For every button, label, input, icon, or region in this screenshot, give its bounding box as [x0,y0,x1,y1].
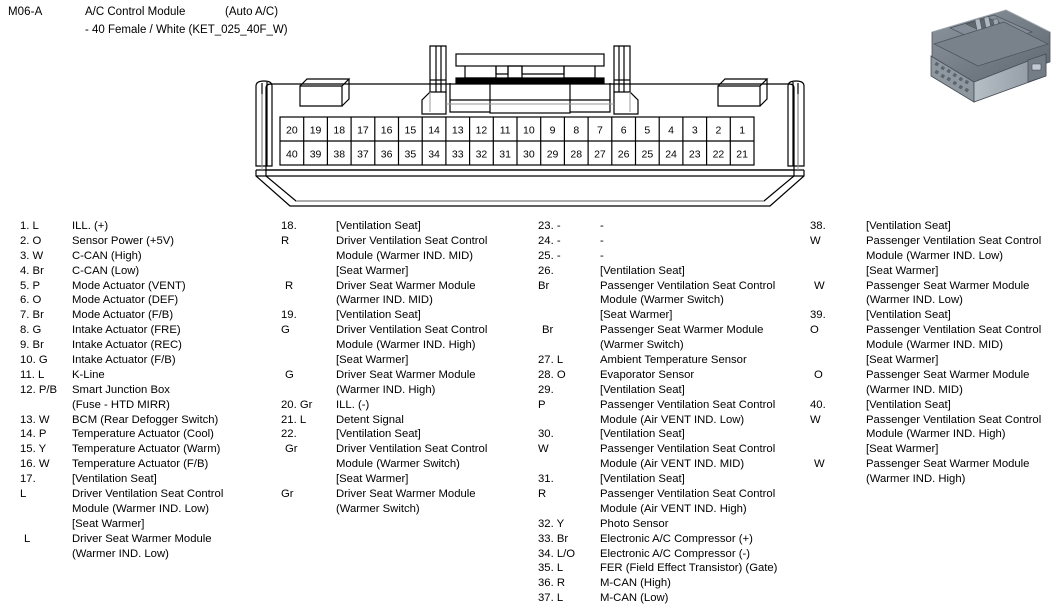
pin-description-label: (Warmer Switch) [336,502,420,515]
pin-description-label: Ambient Temperature Sensor [600,354,747,367]
pin-number-label: 31. [538,473,554,486]
pin-number-label: 34. L/O [538,547,576,560]
pin-description-label: (Warmer IND. Low) [72,547,169,560]
pin-description-label: Module (Warmer IND. High) [336,339,476,352]
pin-number-6: 6 [620,124,627,137]
pin-description-label: C-CAN (Low) [72,264,140,277]
pin-number-label: 39. [810,309,826,322]
pin-description-label: Driver Ventilation Seat Control [336,443,488,456]
pin-description-label: FER (Field Effect Transistor) (Gate) [600,562,778,575]
pin-description-label: M-CAN (High) [600,577,671,590]
pin-row [0,532,278,547]
pin-description-label: [Ventilation Seat] [866,309,951,322]
pin-row [795,353,1057,368]
pin-number-33: 33 [451,148,464,161]
pin-number-label: O [810,324,819,337]
pin-number-label: R [538,488,547,501]
pin-row [530,383,805,398]
pin-number-3: 3 [691,124,698,137]
pin-description-label: [Seat Warmer] [866,443,939,456]
pin-number-14: 14 [428,124,440,137]
pin-row [530,517,805,532]
pin-number-label: 32. Y [538,517,565,530]
connector-diagram-svg [250,44,810,212]
pin-row [270,234,530,249]
pin-number-label: 26. [538,264,554,277]
pin-description-label: Passenger Ventilation Seat Control [600,443,776,456]
pin-row [270,249,530,264]
pin-description-label: [Ventilation Seat] [600,473,685,486]
pin-row [270,413,530,428]
pin-description-label: [Seat Warmer] [72,517,145,530]
pin-description-label: [Seat Warmer] [336,354,409,367]
pin-description-label: Module (Air VENT IND. High) [600,502,747,515]
connector-photo-svg [928,4,1054,108]
pin-row [270,472,530,487]
pin-description-label: Passenger Seat Warmer Module [866,368,1030,381]
pin-description-label: [Ventilation Seat] [866,398,951,411]
pin-description-label: Detent Signal [336,413,404,426]
pin-number-label: 27. L [538,354,564,367]
pin-row [0,547,278,562]
pin-description-label: Driver Ventilation Seat Control [336,324,488,337]
pin-description-label: Smart Junction Box [72,383,170,396]
pin-row [0,427,278,442]
pin-number-label: 7. Br [20,309,44,322]
pin-number-40: 40 [286,148,298,161]
pin-row [270,264,530,279]
pin-row [0,457,278,472]
pin-number-label: 4. Br [20,264,44,277]
pin-description-label: Passenger Ventilation Seat Control [866,234,1042,247]
pin-number-26: 26 [617,148,630,161]
pin-row [795,308,1057,323]
pin-row [530,532,805,547]
pin-number-label: 33. Br [538,532,569,545]
pin-row [530,279,805,294]
pin-number-label: 35. L [538,562,564,575]
module-name: A/C Control Module [85,6,186,18]
pin-row [0,293,278,308]
pin-description-label: K-Line [72,368,105,381]
pin-description-label: [Ventilation Seat] [866,220,951,232]
pin-number-37: 37 [357,148,369,161]
pin-row [0,472,278,487]
pin-row [530,398,805,413]
pin-row [0,308,278,323]
pin-row [530,427,805,442]
pin-description-label: Driver Seat Warmer Module [72,532,212,545]
pin-row [795,398,1057,413]
pin-row [530,413,805,428]
pin-row [0,323,278,338]
pin-number-28: 28 [570,148,583,161]
pin-row [795,442,1057,457]
pin-row [530,234,805,249]
pin-column-2 [270,219,530,616]
pin-description-label: [Ventilation Seat] [600,264,685,277]
pin-number-label: 9. Br [20,339,44,352]
pin-description-label: (Warmer Switch) [600,339,684,352]
pin-number-label: 28. O [538,368,566,381]
pin-number-22: 22 [712,148,725,161]
pin-number-label: 2. O [20,234,42,247]
pin-row [270,487,530,502]
pin-row [0,517,278,532]
pin-row [270,308,530,323]
pin-row [530,308,805,323]
pin-number-label: W [538,443,549,456]
pin-row [795,264,1057,279]
pin-row [795,457,1057,472]
pin-row [0,353,278,368]
connector-description: - 40 Female / White (KET_025_40F_W) [85,24,288,36]
pin-row [795,338,1057,353]
pin-description-label: ILL. (-) [336,398,370,411]
pin-number-19: 19 [309,124,322,137]
pin-number-label: O [814,368,823,381]
pin-number-label: 37. L [538,592,564,605]
pin-number-7: 7 [597,124,603,137]
pin-row [270,353,530,368]
pin-number-label: 8. G [20,324,42,337]
pin-description-label: [Ventilation Seat] [336,220,421,232]
pin-number-20: 20 [286,124,298,137]
pin-description-label: [Ventilation Seat] [336,428,421,441]
pin-description-label: [Seat Warmer] [866,354,939,367]
pin-number-label: 40. [810,398,826,411]
pin-row [0,502,278,517]
pin-row [0,219,278,234]
pin-number-10: 10 [523,124,535,137]
pin-row [530,249,805,264]
pin-description-label: [Ventilation Seat] [600,383,685,396]
pin-row [795,293,1057,308]
pin-row [530,338,805,353]
pin-description-label: M-CAN (Low) [600,592,669,605]
pin-row [795,383,1057,398]
pin-row [0,487,278,502]
pin-number-15: 15 [404,124,417,137]
pin-number-30: 30 [523,148,535,161]
pin-row [270,338,530,353]
pin-description-label: Mode Actuator (VENT) [72,279,186,292]
pin-number-label: W [810,413,821,426]
pin-description-label: Module (Warmer IND. Low) [72,502,210,515]
pin-row [530,487,805,502]
pin-number-label: R [285,279,294,292]
pin-description-label: Temperature Actuator (Cool) [72,428,214,441]
pin-column-4 [795,219,1057,616]
pin-row [270,502,530,517]
pin-number-label: 11. L [20,368,45,381]
pin-number-32: 32 [475,148,488,161]
pin-column-3 [530,219,805,616]
pin-number-1: 1 [739,124,746,137]
pin-number-18: 18 [333,124,346,137]
pin-description-label: Photo Sensor [600,517,669,530]
pin-row [795,323,1057,338]
pin-row [530,264,805,279]
pin-number-12: 12 [475,124,488,137]
pin-number-label: W [814,279,825,292]
pin-row [0,264,278,279]
pin-row [530,502,805,517]
pin-row [0,413,278,428]
pin-description-label: [Ventilation Seat] [72,473,157,486]
pin-number-9: 9 [549,124,556,137]
pin-description-label: (Fuse - HTD MIRR) [72,398,170,411]
pin-description-label: Passenger Ventilation Seat Control [600,488,776,501]
pin-description-label: (Warmer IND. High) [336,383,436,396]
pin-row [530,457,805,472]
pin-row [0,368,278,383]
pin-description-label: Electronic A/C Compressor (-) [600,547,751,560]
pin-number-label: G [285,368,294,381]
pin-description-label: Passenger Ventilation Seat Control [600,398,776,411]
connector-3d-render [928,4,1054,108]
pin-description-label: Module (Warmer IND. MID) [866,339,1004,352]
pin-row [530,561,805,576]
module-variant: (Auto A/C) [225,6,279,18]
pin-number-label: 5. P [20,279,41,292]
pin-number-39: 39 [309,148,322,161]
pin-number-5: 5 [644,124,651,137]
pin-number-label: 22. [281,428,297,441]
pin-row-top [286,125,745,137]
pin-description-label: Mode Actuator (DEF) [72,294,179,307]
pin-description-label: C-CAN (High) [72,249,142,262]
pin-description-label: BCM (Rear Defogger Switch) [72,413,219,426]
pin-description-label: Passenger Seat Warmer Module [866,279,1030,292]
pin-description-label: - [600,234,604,247]
pin-row [795,472,1057,487]
pin-description-label: Module (Warmer IND. Low) [866,249,1004,262]
pin-description-label: [Seat Warmer] [336,264,409,277]
pin-number-label: 12. P/B [20,383,58,396]
pin-description-label: (Warmer IND. MID) [336,294,433,307]
pin-number-label: 16. W [20,458,50,471]
pin-number-24: 24 [665,148,677,161]
pin-number-27: 27 [594,148,606,161]
pin-description-list [0,219,1057,616]
pin-row [0,383,278,398]
pin-description-label: Passenger Ventilation Seat Control [600,279,776,292]
pin-description-label: Temperature Actuator (Warm) [72,443,221,456]
pin-row [0,279,278,294]
pin-number-31: 31 [499,148,511,161]
connector-pinout-diagram [250,44,810,212]
pin-row [795,279,1057,294]
pin-row [270,219,530,234]
pin-description-label: (Warmer IND. MID) [866,383,963,396]
pin-description-label: Intake Actuator (F/B) [72,354,176,367]
pin-row [0,234,278,249]
pin-number-16: 16 [380,124,393,137]
pin-description-label: (Warmer IND. High) [866,473,966,486]
pin-number-label: 20. Gr [281,398,313,411]
pin-description-label: Evaporator Sensor [600,368,695,381]
pin-number-label: 25. - [538,249,561,262]
pin-row [795,413,1057,428]
pin-number-11: 11 [499,124,511,137]
pin-number-34: 34 [428,148,440,161]
pin-description-label: [Seat Warmer] [866,264,939,277]
pin-row [795,368,1057,383]
pin-row [530,576,805,591]
pin-row [795,427,1057,442]
pin-number-17: 17 [357,124,369,137]
pin-number-36: 36 [380,148,393,161]
pin-number-label: W [814,458,825,471]
pin-description-label: [Seat Warmer] [336,473,409,486]
pin-row [530,353,805,368]
pin-number-2: 2 [715,124,722,137]
pin-row [270,293,530,308]
pin-description-label: ILL. (+) [72,220,109,232]
connector-code: M06-A [8,6,43,18]
pin-number-label: W [810,234,821,247]
pin-description-label: Driver Ventilation Seat Control [336,234,488,247]
pin-column-1 [0,219,278,616]
pin-row [530,368,805,383]
pin-row [530,219,805,234]
pin-number-label: L [20,488,27,501]
pin-number-label: 24. - [538,234,561,247]
pin-description-label: Passenger Ventilation Seat Control [866,413,1042,426]
pin-row [530,442,805,457]
pin-description-label: Driver Ventilation Seat Control [72,488,224,501]
pin-description-label: - [600,249,604,262]
document-header [0,0,1057,45]
pin-description-label: Driver Seat Warmer Module [336,368,476,381]
pin-row [795,234,1057,249]
pin-number-label: 18. [281,220,297,232]
pin-number-13: 13 [451,124,464,137]
pin-description-label: Passenger Seat Warmer Module [866,458,1030,471]
pin-number-label: 15. Y [20,443,47,456]
pin-number-8: 8 [573,124,580,137]
pin-number-25: 25 [641,148,654,161]
pin-number-label: 36. R [538,577,566,590]
pin-row [530,323,805,338]
pin-row [270,279,530,294]
pin-number-35: 35 [404,148,417,161]
pin-description-label: [Seat Warmer] [600,309,673,322]
pin-number-label: R [281,234,290,247]
pin-number-38: 38 [333,148,346,161]
pin-number-label: 13. W [20,413,50,426]
pin-row [270,383,530,398]
pin-number-label: 21. L [281,413,307,426]
pin-row [0,398,278,413]
pin-number-label: 6. O [20,294,42,307]
pin-number-4: 4 [668,124,674,137]
pin-description-label: Module (Air VENT IND. Low) [600,413,745,426]
pin-number-label: 29. [538,383,554,396]
pin-description-label: Intake Actuator (FRE) [72,324,181,337]
pin-row [270,368,530,383]
pin-description-label: Mode Actuator (F/B) [72,309,174,322]
pin-description-label: Module (Warmer Switch) [336,458,460,471]
pin-row [530,591,805,606]
pin-number-label: Br [538,279,550,292]
pin-description-label: Sensor Power (+5V) [72,234,175,247]
pin-number-label: 1. L [20,220,39,232]
pin-description-label: [Ventilation Seat] [600,428,685,441]
pin-row [530,293,805,308]
pin-number-label: 14. P [20,428,47,441]
pin-description-label: Module (Warmer IND. High) [866,428,1006,441]
pin-number-label: 19. [281,309,297,322]
pin-description-label: Passenger Ventilation Seat Control [866,324,1042,337]
pin-description-label: Passenger Seat Warmer Module [600,324,764,337]
pin-number-label: 10. G [20,354,48,367]
pin-number-label: 38. [810,220,826,232]
pin-number-23: 23 [688,148,701,161]
pin-description-label: Module (Warmer Switch) [600,294,724,307]
pin-row [795,249,1057,264]
pin-description-label: Driver Seat Warmer Module [336,279,476,292]
pin-description-label: Electronic A/C Compressor (+) [600,532,753,545]
pin-description-label: - [600,220,604,232]
pin-row [530,547,805,562]
pin-number-label: G [281,324,290,337]
pin-description-label: Temperature Actuator (F/B) [72,458,209,471]
pin-number-label: 23. - [538,220,561,232]
pin-description-label: Intake Actuator (REC) [72,339,182,352]
pin-number-label: 17. [20,473,36,486]
pin-number-label: 3. W [20,249,44,262]
pin-number-label: Gr [285,443,298,456]
pin-number-label: Gr [281,488,294,501]
pin-row [0,442,278,457]
pin-row [270,457,530,472]
pin-row [270,323,530,338]
pin-description-label: (Warmer IND. Low) [866,294,963,307]
pin-number-label: 30. [538,428,554,441]
pin-description-label: Driver Seat Warmer Module [336,488,476,501]
pin-row [270,398,530,413]
pin-description-label: Module (Warmer IND. MID) [336,249,474,262]
pin-number-21: 21 [736,148,748,161]
pin-row [270,427,530,442]
pin-description-label: Module (Air VENT IND. MID) [600,458,745,471]
pin-number-label: Br [542,324,554,337]
pin-row [795,219,1057,234]
pin-row [530,472,805,487]
pin-number-29: 29 [546,148,559,161]
pin-row [0,249,278,264]
pin-row [270,442,530,457]
pin-number-label: L [24,532,31,545]
pin-row [0,338,278,353]
pin-number-label: P [538,398,546,411]
pin-description-label: [Ventilation Seat] [336,309,421,322]
